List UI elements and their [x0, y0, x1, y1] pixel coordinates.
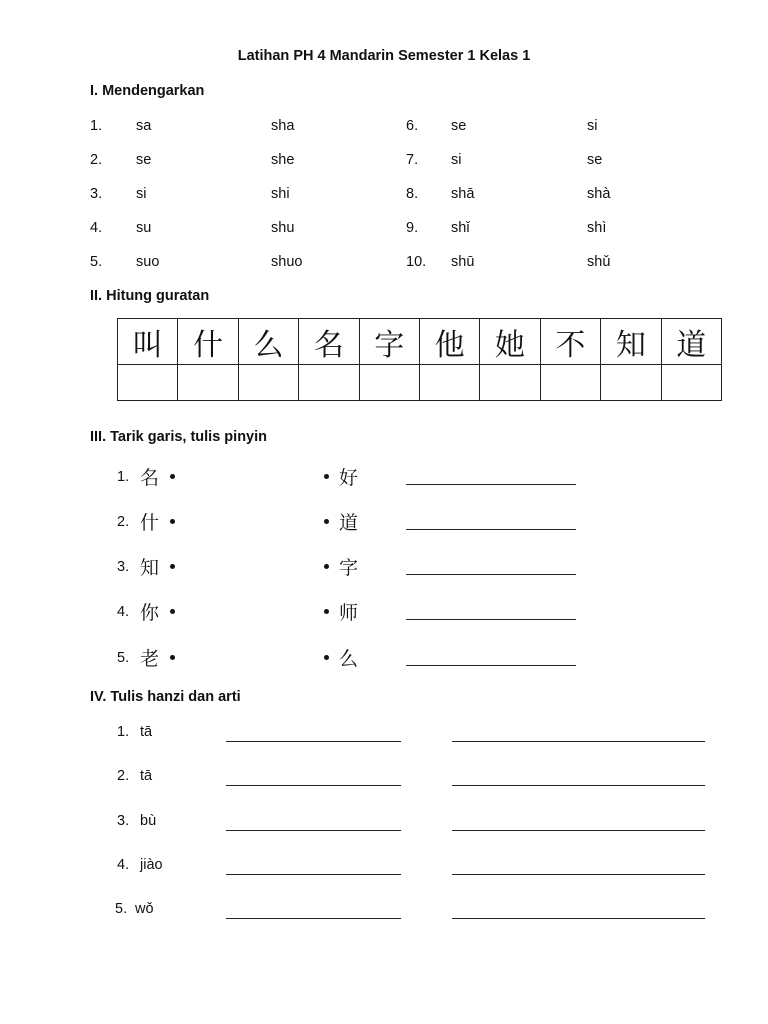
stroke-count-answer-row — [118, 365, 722, 401]
section-1-heading: I. Mendengarkan — [90, 83, 205, 99]
meaning-answer-line[interactable] — [452, 741, 705, 742]
item-number: 3. — [117, 813, 130, 829]
right-hanzi: 道 — [339, 512, 359, 534]
syllable-option-a: su — [136, 220, 152, 236]
hanzi-cell: 知 — [601, 319, 661, 365]
item-number: 1. — [117, 724, 130, 740]
left-hanzi: 老 — [140, 648, 160, 670]
item-number: 4. — [117, 857, 130, 873]
stroke-count-blank[interactable] — [601, 365, 661, 401]
pinyin-answer-line[interactable] — [406, 574, 576, 575]
right-connect-dot[interactable] — [324, 655, 329, 660]
stroke-count-blank[interactable] — [178, 365, 238, 401]
hanzi-meaning-row — [0, 901, 768, 923]
left-hanzi: 什 — [140, 512, 160, 534]
stroke-count-blank[interactable] — [480, 365, 540, 401]
item-number: 5. — [90, 254, 103, 270]
hanzi-meaning-row — [0, 768, 768, 790]
hanzi-answer-line[interactable] — [226, 741, 401, 742]
syllable-option-b: si — [587, 118, 598, 134]
hanzi-cell: 名 — [299, 319, 359, 365]
item-number: 9. — [406, 220, 419, 236]
matching-row — [0, 553, 768, 579]
syllable-option-b: se — [587, 152, 603, 168]
item-number: 7. — [406, 152, 419, 168]
stroke-count-blank[interactable] — [661, 365, 721, 401]
syllable-option-b: shu — [271, 220, 295, 236]
item-number: 2. — [117, 768, 130, 784]
matching-row — [0, 508, 768, 534]
right-hanzi: 字 — [339, 557, 359, 579]
hanzi-answer-line[interactable] — [226, 785, 401, 786]
stroke-count-table — [117, 318, 722, 401]
item-number: 5. — [117, 650, 130, 666]
item-number: 3. — [90, 186, 103, 202]
hanzi-meaning-row — [0, 813, 768, 835]
item-number: 10. — [406, 254, 427, 270]
hanzi-cell: 什 — [178, 319, 238, 365]
pinyin-prompt: jiào — [140, 857, 163, 873]
left-hanzi: 你 — [140, 602, 160, 624]
stroke-count-blank[interactable] — [238, 365, 298, 401]
stroke-count-blank[interactable] — [299, 365, 359, 401]
hanzi-cell: 他 — [419, 319, 479, 365]
item-number: 4. — [117, 604, 130, 620]
right-hanzi: 好 — [339, 467, 359, 489]
left-connect-dot[interactable] — [170, 519, 175, 524]
listening-row — [0, 118, 768, 138]
syllable-option-a: si — [136, 186, 147, 202]
syllable-option-b: sha — [271, 118, 295, 134]
hanzi-meaning-row — [0, 724, 768, 746]
pinyin-answer-line[interactable] — [406, 484, 576, 485]
character-row — [118, 319, 722, 365]
right-connect-dot[interactable] — [324, 564, 329, 569]
syllable-option-b: shì — [587, 220, 607, 236]
pinyin-prompt: tā — [140, 724, 153, 740]
section-3-heading: III. Tarik garis, tulis pinyin — [90, 429, 267, 445]
right-hanzi: 师 — [339, 602, 359, 624]
stroke-count-blank[interactable] — [419, 365, 479, 401]
matching-row — [0, 463, 768, 489]
item-number: 1. — [90, 118, 103, 134]
syllable-option-b: shǔ — [587, 254, 611, 270]
syllable-option-a: se — [136, 152, 152, 168]
left-hanzi: 名 — [140, 467, 160, 489]
section-4-heading: IV. Tulis hanzi dan arti — [90, 689, 241, 705]
hanzi-cell: 她 — [480, 319, 540, 365]
pinyin-prompt: bù — [140, 813, 157, 829]
stroke-count-blank[interactable] — [540, 365, 600, 401]
left-connect-dot[interactable] — [170, 474, 175, 479]
hanzi-cell: 不 — [540, 319, 600, 365]
hanzi-answer-line[interactable] — [226, 918, 401, 919]
meaning-answer-line[interactable] — [452, 830, 705, 831]
hanzi-meaning-row — [0, 857, 768, 879]
item-number: 3. — [117, 559, 130, 575]
hanzi-cell: 叫 — [118, 319, 178, 365]
matching-row — [0, 644, 768, 670]
syllable-option-b: shà — [587, 186, 611, 202]
left-connect-dot[interactable] — [170, 564, 175, 569]
hanzi-answer-line[interactable] — [226, 830, 401, 831]
left-connect-dot[interactable] — [170, 609, 175, 614]
syllable-option-a: shū — [451, 254, 475, 270]
syllable-option-b: she — [271, 152, 295, 168]
item-number: 8. — [406, 186, 419, 202]
matching-row — [0, 598, 768, 624]
pinyin-answer-line[interactable] — [406, 665, 576, 666]
pinyin-answer-line[interactable] — [406, 619, 576, 620]
listening-row — [0, 254, 768, 274]
left-hanzi: 知 — [140, 557, 160, 579]
pinyin-answer-line[interactable] — [406, 529, 576, 530]
pinyin-prompt: wǒ — [135, 901, 154, 917]
listening-row — [0, 220, 768, 240]
syllable-option-a: shā — [451, 186, 475, 202]
section-2-heading: II. Hitung guratan — [90, 288, 210, 304]
syllable-option-b: shi — [271, 186, 290, 202]
item-number: 2. — [90, 152, 103, 168]
hanzi-cell: 字 — [359, 319, 419, 365]
stroke-count-blank[interactable] — [359, 365, 419, 401]
hanzi-answer-line[interactable] — [226, 874, 401, 875]
syllable-option-a: suo — [136, 254, 160, 270]
listening-row — [0, 186, 768, 206]
item-number: 4. — [90, 220, 103, 236]
hanzi-cell: 道 — [661, 319, 721, 365]
left-connect-dot[interactable] — [170, 655, 175, 660]
syllable-option-a: se — [451, 118, 467, 134]
syllable-option-b: shuo — [271, 254, 303, 270]
meaning-answer-line[interactable] — [452, 874, 705, 875]
stroke-count-blank[interactable] — [118, 365, 178, 401]
meaning-answer-line[interactable] — [452, 785, 705, 786]
listening-row — [0, 152, 768, 172]
item-number: 5. — [115, 901, 128, 917]
worksheet-title: Latihan PH 4 Mandarin Semester 1 Kelas 1 — [237, 48, 531, 64]
syllable-option-a: si — [451, 152, 462, 168]
meaning-answer-line[interactable] — [452, 918, 705, 919]
item-number: 1. — [117, 469, 130, 485]
item-number: 2. — [117, 514, 130, 530]
right-connect-dot[interactable] — [324, 609, 329, 614]
right-hanzi: 么 — [339, 648, 359, 670]
syllable-option-a: shǐ — [451, 220, 470, 236]
hanzi-cell: 么 — [238, 319, 298, 365]
syllable-option-a: sa — [136, 118, 152, 134]
item-number: 6. — [406, 118, 419, 134]
pinyin-prompt: tā — [140, 768, 153, 784]
right-connect-dot[interactable] — [324, 474, 329, 479]
right-connect-dot[interactable] — [324, 519, 329, 524]
